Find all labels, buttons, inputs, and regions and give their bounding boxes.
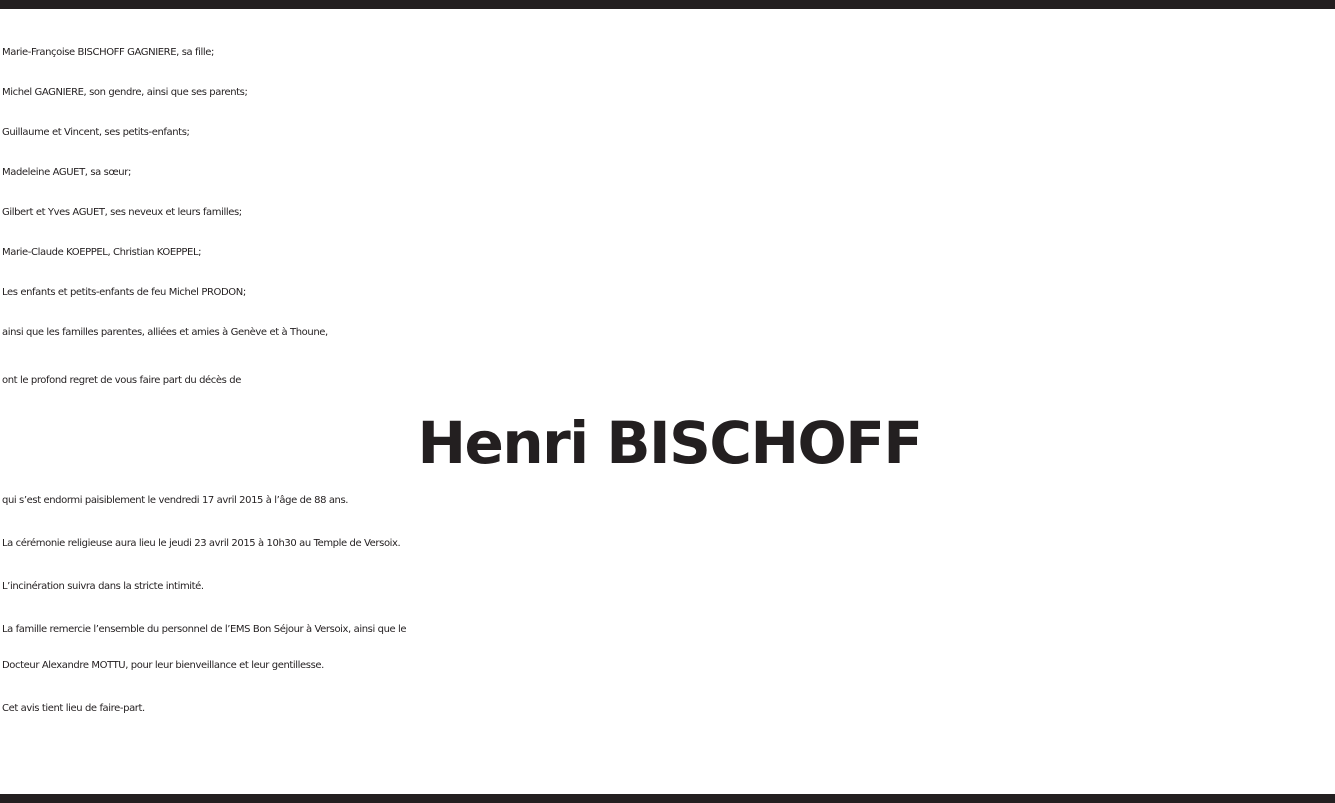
paragraph-line: Docteur Alexandre MOTTU, pour leur bienveillance et leur gentillesse. — [2, 660, 324, 671]
paragraph-line: Cet avis tient lieu de faire-part. — [2, 703, 145, 714]
top-rule — [0, 0, 1335, 9]
announcement-intro: ont le profond regret de vous faire part du décès de — [2, 375, 241, 386]
family-line: ainsi que les familles parentes, alliées et amies à Genève et à Thoune, — [2, 327, 328, 338]
paragraph-ceremony — [2, 526, 1335, 562]
paragraph-line: La cérémonie religieuse aura lieu le jeudi 23 avril 2015 à 10h30 au Temple de Versoix. — [2, 538, 401, 549]
family-line: Michel GAGNIERE, son gendre, ainsi que ses parents; — [2, 87, 248, 98]
family-list — [2, 33, 1335, 353]
family-line: Les enfants et petits-enfants de feu Michel PRODON; — [2, 287, 246, 298]
paragraph-notice — [2, 691, 1335, 727]
paragraph-line: L’incinération suivra dans la stricte intimité. — [2, 581, 204, 592]
obituary-notice — [2, 33, 1335, 727]
bottom-rule — [0, 794, 1335, 803]
family-line: Marie-Claude KOEPPEL, Christian KOEPPEL; — [2, 247, 202, 258]
paragraph-line: La famille remercie l’ensemble du personnel de l’EMS Bon Séjour à Versoix, ainsi que le — [2, 624, 407, 635]
paragraph-incineration — [2, 569, 1335, 605]
family-line: Gilbert et Yves AGUET, ses neveux et leurs familles; — [2, 207, 242, 218]
paragraph-passing — [2, 483, 1335, 519]
paragraph-thanks — [2, 612, 1335, 684]
family-line: Marie-Françoise BISCHOFF GAGNIERE, sa fille; — [2, 47, 214, 58]
paragraph-line: qui s’est endormi paisiblement le vendredi 17 avril 2015 à l’âge de 88 ans. — [2, 495, 349, 506]
family-line: Madeleine AGUET, sa sœur; — [2, 167, 131, 178]
deceased-name: Henri BISCHOFF — [417, 409, 922, 477]
family-line: Guillaume et Vincent, ses petits-enfants; — [2, 127, 190, 138]
